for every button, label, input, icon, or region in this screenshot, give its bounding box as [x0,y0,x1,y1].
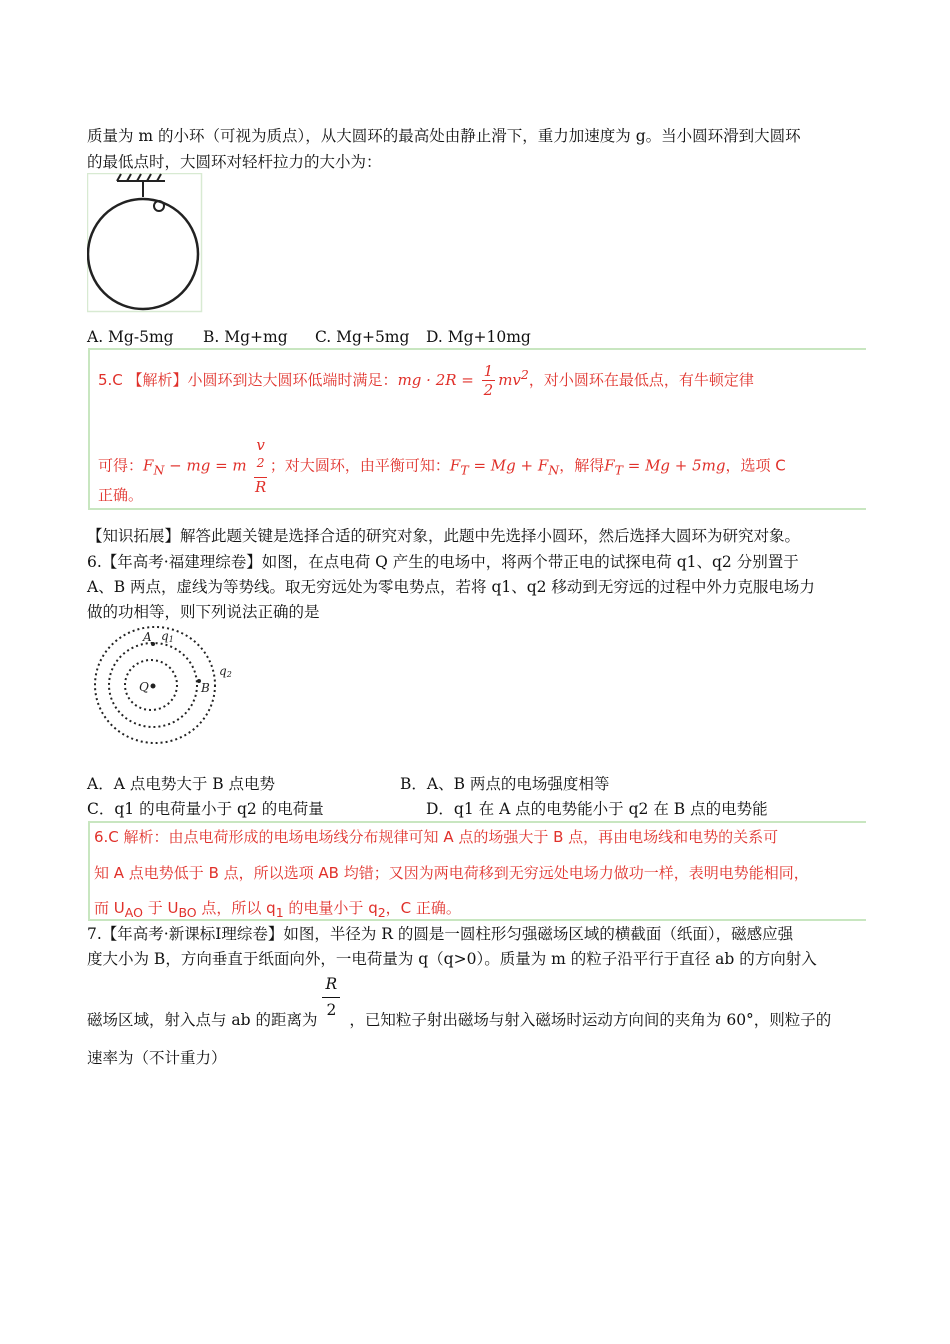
answer5-line2: 可得：$F_N$ − mg = m v $^2$ R ；对大圆环，由平衡可知：$F_T = Mg + F_N$，解得$F_T = Mg + 5mg$，选项 C [98,436,786,496]
q6-option-c: C．q1 的电荷量小于 q2 的电荷量 [87,800,324,818]
q6-text-line1: 6.【年高考·福建理综卷】如图，在点电荷 Q 产生的电场中，将两个带正电的试探电荷 q1、q2 分别置于 [87,553,799,571]
answer6-line2: 知 A 点电势低于 B 点，所以选项 AB 均错；又因为两电荷移到无穷远处电场力做功一样，表明电势能相同， [94,864,809,882]
q5-text-line2: 的最低点时，大圆环对轻杆拉力的大小为： [87,153,382,171]
hanging-ring-figure [87,173,203,313]
label-q1: q1 [161,629,174,644]
answer6-line1: 6.C 解析：由点电荷形成的电场电场线分布规律可知 A 点的场强大于 B 点，再由电场线和电势的关系可 [94,828,779,846]
q5-option-c: C. Mg+5mg [315,328,410,346]
q6-option-d: D．q1 在 A 点的电势能小于 q2 在 B 点的电势能 [426,800,768,818]
q5-option-b: B. Mg+mg [203,328,288,346]
answer5-line1: 5.C 【解析】小圆环到达大圆环低端时满足：mg · 2R = $\frac{1}{2}$ $mv^2$，对小圆环在最低点，有牛顿定律 [98,362,754,399]
label-a: A [143,630,152,644]
knowledge-extension: 【知识拓展】解答此题关键是选择合适的研究对象，此题中先选择小圆环，然后选择大圆环为研究对象。 [87,527,801,545]
label-b: B [201,681,210,695]
frac-denominator: 2 [326,1001,337,1019]
q7-text-line1: 7.【年高考·新课标Ⅰ理综卷】如图，半径为 R 的圆是一圆柱形匀强磁场区域的横截面（纸面），磁感应强 [87,925,794,943]
answer6-line3: 而 $U_{AO}$ 于 $U_{BO}$ 点，所以 $q_1$ 的电量小于 $q_2$，C 正确。 [94,899,461,920]
q7-text-line2: 度大小为 B，方向垂直于纸面向外，一电荷量为 q（q>0）。质量为 m 的粒子沿平行于直径 ab 的方向射入 [87,950,817,968]
q7-text-line4: 速率为（不计重力） [87,1049,227,1067]
q5-text-line1: 质量为 m 的小环（可视为质点），从大圆环的最高处由静止滑下，重力加速度为 g。当小圆环滑到大圆环 [87,127,801,145]
label-q-charge: Q [139,680,149,694]
equipotential-figure [87,623,237,751]
q6-text-line2: A、B 两点，虚线为等势线。取无穷远处为零电势点，若将 q1、q2 移动到无穷远的过程中外力克服电场力 [87,578,815,596]
q6-option-a: A．A 点电势大于 B 点电势 [87,775,276,793]
label-q2: q2 [219,664,232,679]
answer5-line3: 正确。 [98,486,144,504]
q6-text-line3: 做的功相等，则下列说法正确的是 [87,603,320,621]
frac-numerator: R [325,975,338,993]
q5-option-d: D. Mg+10mg [426,328,531,346]
q7-text-line3: 磁场区域，射入点与 ab 的距离为 $\frac{R}{2}$ ，已知粒子射出磁场与射入磁场时运动方向间的夹角为 60°，则粒子的 [87,975,832,1029]
q5-option-a: A. Mg-5mg [87,328,174,346]
q6-option-b: B．A、B 两点的电场强度相等 [400,775,610,793]
